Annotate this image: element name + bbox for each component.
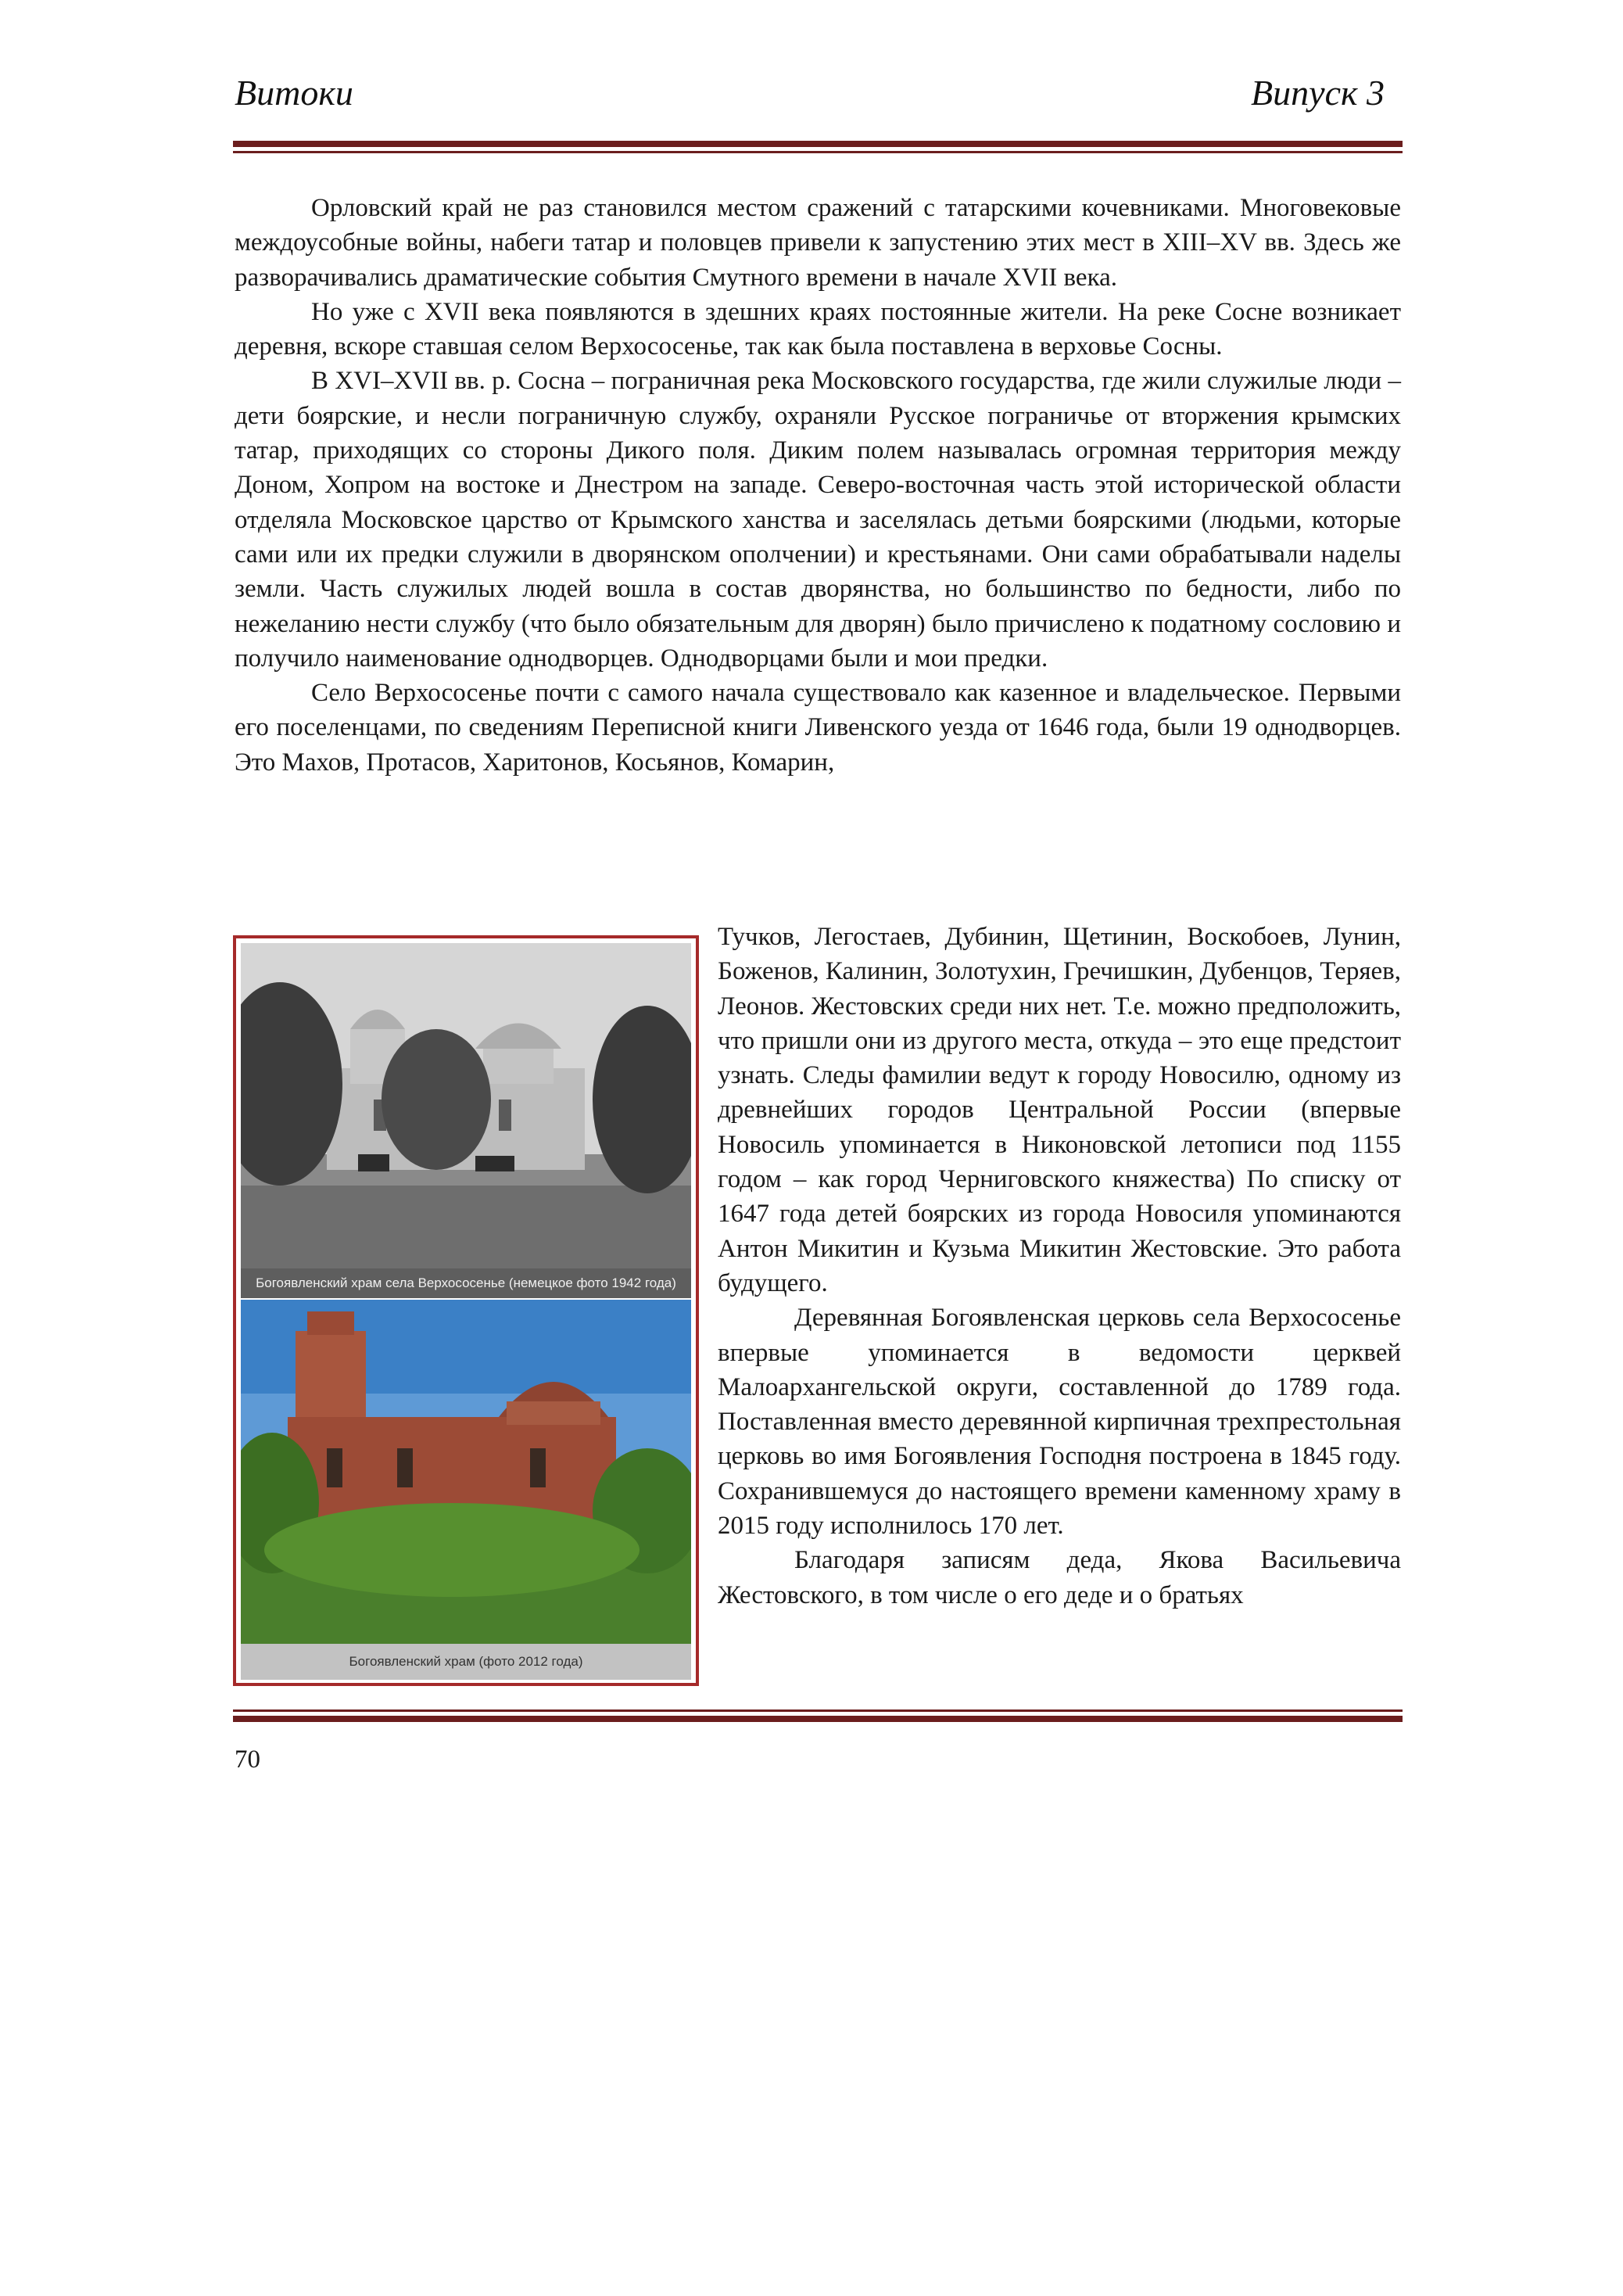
issue-label: Випуск 3 [1251, 73, 1385, 113]
page-number: 70 [235, 1745, 260, 1774]
header-rule-thin [233, 151, 1403, 153]
paragraph: Деревянная Богоявленская церковь села Верхососенье впервые упоминается в ведомости церквей Малоархангельской округи, составленной до 1789 года. Поставленная вместо деревянной кирпичная трехпрестольная церковь во имя Богоявления Господня построена в 1845 году. Сохранившемуся до настоящего времени каменному храму в 2015 году исполнилось 170 лет. [718, 1304, 1401, 1541]
paragraph: Но уже с XVII века появляются в здешних краях постоянные жители. На реке Сосне возникает деревня, вскоре ставшая селом Верхососенье, так как была поставлена в верховье Сосны. [235, 297, 1401, 361]
paragraph: Село Верхососенье почти с самого начала существовало как казенное и владельческое. Первыми его поселенцами, по сведениям Переписной книги Ливенского уезда от 1646 года, были 19 однодворцев. Это Махов, Протасов, Харитонов, Косьянов, Комарин, [235, 679, 1401, 777]
footer-rule [233, 1716, 1403, 1722]
photo-caption: Богоявленский храм (фото 2012 года) [241, 1644, 691, 1680]
journal-title: Витоки [235, 73, 353, 113]
footer-rule-thin [233, 1709, 1403, 1712]
paragraph: В XVI–XVII вв. р. Сосна – пограничная река Московского государства, где жили служилые люди – дети боярские, и несли пограничную службу, охраняли Русское пограничье от вторжения крымских татар, приходящих со стороны Дикого поля. Диким полем называлась огромная территория между Доном, Хопром на востоке и Днестром на западе. Северо-восточная часть этой исторической области отделяла Московское царство от Крымского ханства и заселялась детьми боярскими (людьми, которые сами или их предки служили в дворянском ополчении) и крестьянами. Они сами обрабатывали наделы земли. Часть служилых людей вошла в состав дворянства, но большинство по бедности, либо по нежеланию нести службу (что было обязательным для дворян) было причислено к податному сословию и получило наименование однодворцев. Однодворцами были и мои предки. [235, 367, 1401, 673]
church-photo-2012 [241, 1300, 691, 1644]
header-rule [233, 141, 1403, 147]
side-text [718, 920, 1401, 1613]
paragraph: Тучков, Легостаев, Дубинин, Щетинин, Воскобоев, Лунин, Боженов, Калинин, Золотухин, Гречишкин, Дубенцов, Теряев, Леонов. Жестовских среди них нет. Т.е. можно предположить, что пришли они из другого места, откуда – это еще предстоит узнать. Следы фамилии ведут к городу Новосилю, одному из древнейших городов Центральной России (впервые Новосиль упоминается в Никоновской летописи под 1155 годом – как город Черниговского княжества) По списку от 1647 года детей боярских из города Новосиля упоминаются Антон Микитин и Кузьма Микитин Жестовские. Это работа будущего. [718, 923, 1401, 1297]
church-figure [233, 935, 699, 1686]
paragraph: Орловский край не раз становился местом сражений с татарскими кочевниками. Многовековые междоусобные войны, набеги татар и половцев привели к запустению этих мест в XIII–XV вв. Здесь же разворачивались драматические события Смутного времени в начале XVII века. [235, 194, 1401, 292]
photo-caption: Богоявленский храм села Верхососенье (немецкое фото 1942 года) [241, 1268, 691, 1298]
paragraph: Благодаря записям деда, Якова Васильевича Жестовского, в том числе о его деде и о братьях [718, 1546, 1401, 1609]
main-text [235, 191, 1401, 780]
church-photo-1942 [241, 943, 691, 1268]
